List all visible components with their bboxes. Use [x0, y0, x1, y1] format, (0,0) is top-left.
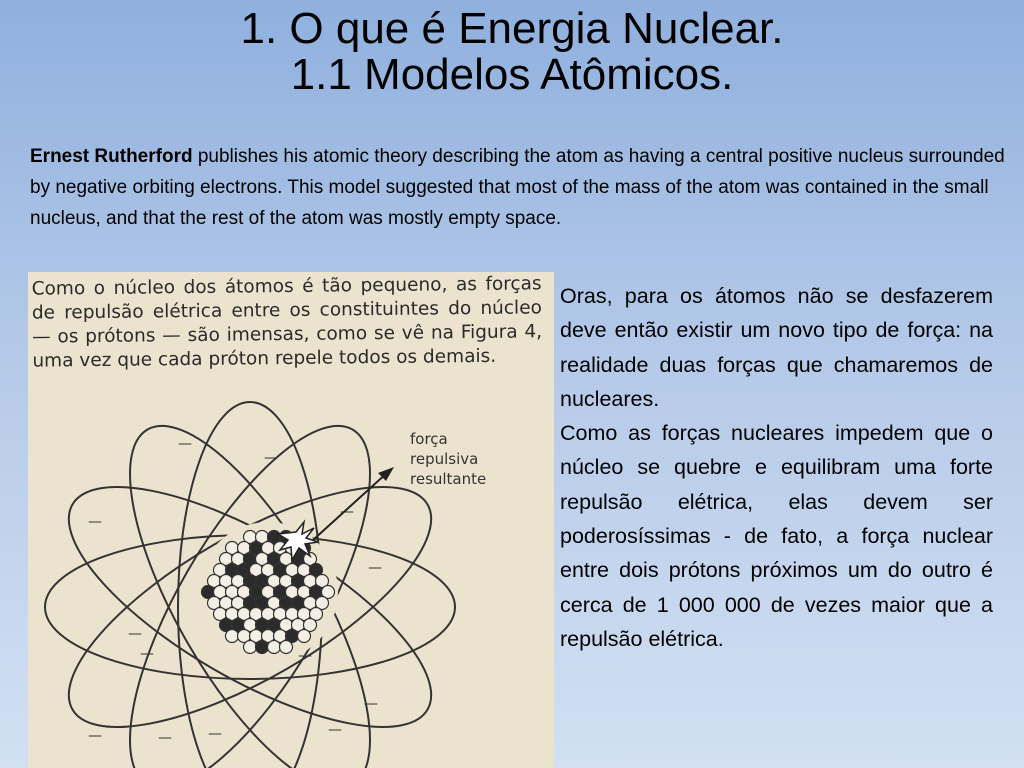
- electron-mark: —: [158, 730, 172, 746]
- proton-particle: [256, 641, 269, 654]
- title-line-1: 1. O que é Energia Nuclear.: [240, 4, 784, 53]
- electron-mark: —: [364, 696, 378, 712]
- electron-mark: —: [178, 436, 192, 452]
- electron-mark: —: [368, 560, 382, 576]
- label-line-2: repulsiva: [410, 450, 479, 468]
- neutron-particle: [280, 641, 293, 654]
- paragraph-1: Oras, para os átomos não se desfazerem deve então existir um novo tipo de força: na realidade duas forças que chamaremos de nucleares.: [560, 284, 993, 411]
- intro-text: publishes his atomic theory describing the atom as having a central positive nucleus surrounded by negative orbiting electrons. This model suggested that most of the mass of the atom was contained in the small nucleus, and that the rest of the atom was mostly empty space.: [30, 146, 1005, 229]
- atom-figure: [28, 272, 554, 768]
- neutron-particle: [298, 630, 311, 643]
- repulsion-arrow: [278, 467, 394, 560]
- electron-mark: —: [208, 726, 222, 742]
- neutron-particle: [244, 641, 257, 654]
- intro-paragraph: [30, 141, 1015, 234]
- title-line-2: 1.1 Modelos Atômicos.: [290, 50, 734, 99]
- electron-mark: —: [264, 450, 278, 466]
- electron-mark: —: [88, 514, 102, 530]
- atom-diagram: [28, 272, 554, 768]
- label-line-1: força: [410, 430, 448, 448]
- explanation-text: [560, 279, 993, 656]
- electron-mark: —: [298, 648, 312, 664]
- scientist-name: Ernest Rutherford: [30, 146, 193, 167]
- label-line-3: resultante: [410, 470, 487, 488]
- slide-title: [0, 6, 1024, 98]
- figure-caption: Como o núcleo dos átomos é tão pequeno, as forças de repulsão elétrica entre os constituintes do núcleo — os prótons — são imensas, como se vê na Figura 4, uma vez que cada próton repele todos os demais.: [31, 273, 543, 372]
- neutron-particle: [268, 641, 281, 654]
- neutron-particle: [226, 630, 239, 643]
- electron-mark: —: [328, 722, 342, 738]
- electron-mark: —: [340, 504, 354, 520]
- paragraph-2: Como as forças nucleares impedem que o núcleo se quebre e equilibram uma forte repulsão elétrica, elas devem ser poderosíssimas - de fato, a força nuclear entre dois prótons próximos um do outro é cerca de 1 000 000 de vezes maior que a repulsão elétrica.: [560, 421, 993, 651]
- electron-mark: —: [88, 728, 102, 744]
- electron-mark: —: [128, 626, 142, 642]
- electron-mark: —: [140, 646, 154, 662]
